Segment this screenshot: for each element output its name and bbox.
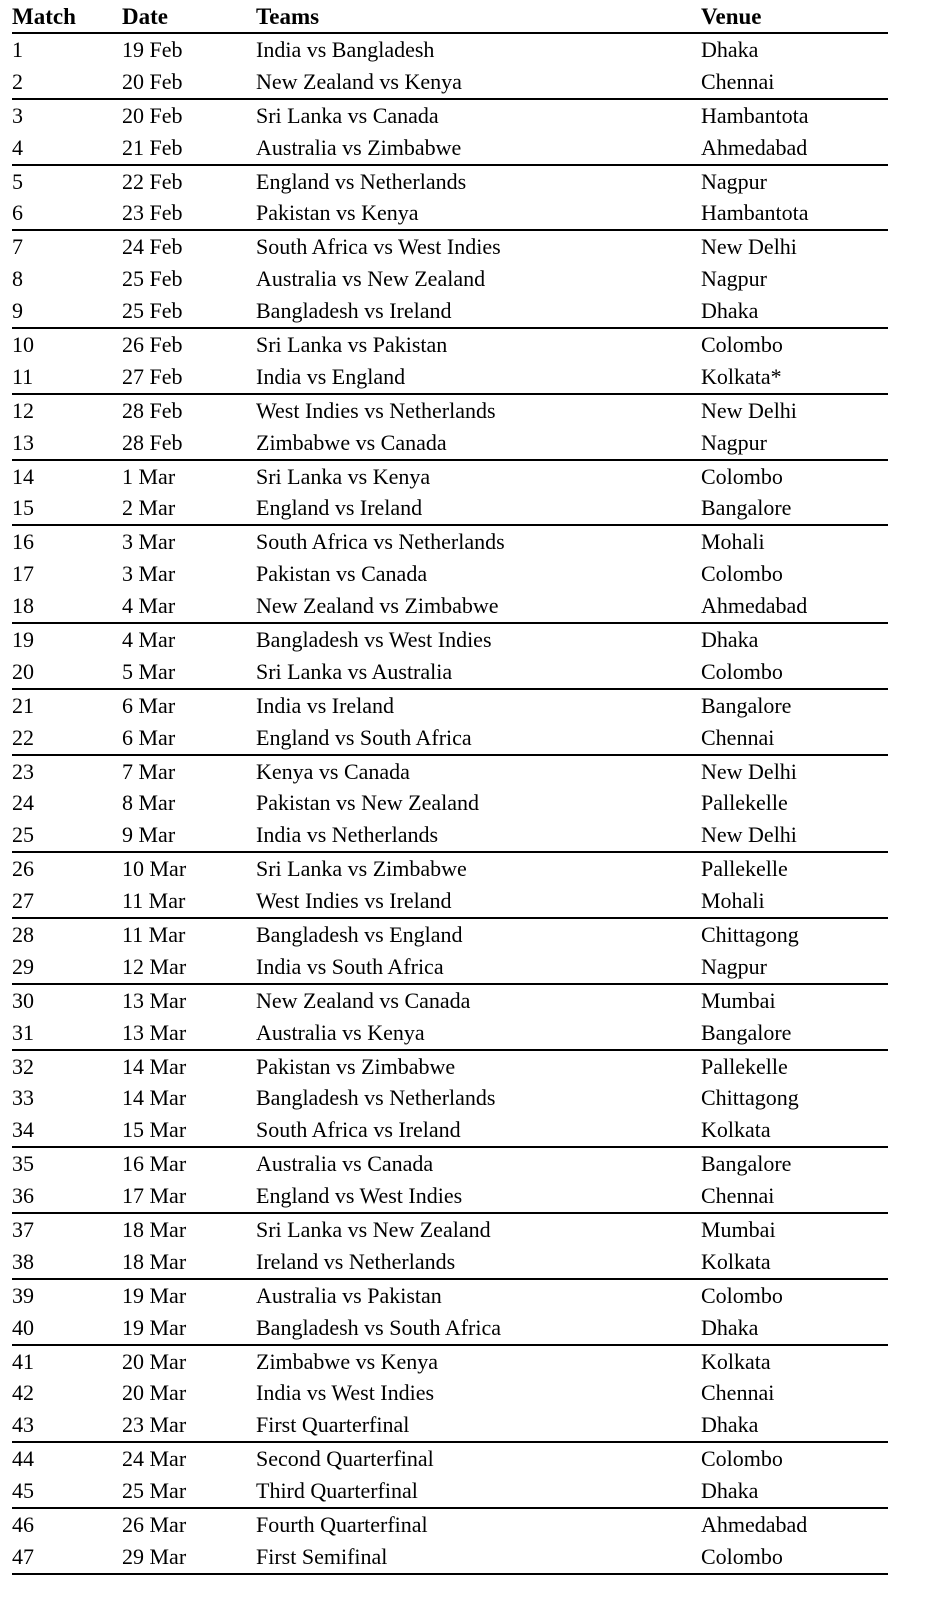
header-row: [12, 2, 888, 33]
table-row: [12, 263, 888, 295]
cell-match: 20: [12, 656, 122, 689]
cell-venue: Hambantota: [701, 197, 888, 230]
cell-teams: Ireland vs Netherlands: [256, 1246, 701, 1279]
cell-date: 17 Mar: [122, 1180, 256, 1213]
cell-date: 7 Mar: [122, 758, 176, 784]
table-header: [12, 2, 888, 33]
cell-match: 11: [12, 361, 122, 394]
cell-match: 40: [12, 1312, 122, 1345]
cell-teams: Bangladesh vs England: [256, 921, 463, 947]
table-row: [12, 590, 888, 623]
cell-date: 23 Mar: [122, 1409, 256, 1442]
cell-match: 46: [12, 1512, 34, 1538]
cell-teams: Sri Lanka vs Canada: [256, 102, 439, 128]
cell-match: 39: [12, 1282, 34, 1308]
cell-teams: Australia vs New Zealand: [256, 266, 486, 292]
cell-teams: India vs South Africa: [256, 951, 701, 984]
cell-date: 24 Feb: [122, 234, 183, 260]
cell-venue: Pallekelle: [701, 1053, 788, 1079]
table-row: [12, 1083, 888, 1115]
cell-match: 12: [12, 397, 34, 423]
cell-date: 16 Mar: [122, 1151, 187, 1177]
cell-date: 29 Mar: [122, 1541, 256, 1574]
cell-match: 32: [12, 1053, 34, 1079]
table-row: [12, 295, 888, 328]
cell-venue: Dhaka: [701, 1409, 888, 1442]
cell-venue: Dhaka: [701, 1475, 888, 1508]
cell-teams: Australia vs Pakistan: [256, 1282, 442, 1308]
table-row: [12, 33, 888, 66]
cell-match: 27: [12, 885, 122, 918]
cell-match: 24: [12, 790, 34, 816]
cell-date: 1 Mar: [122, 463, 176, 489]
cell-date: 3 Mar: [122, 529, 176, 555]
cell-date: 28 Feb: [122, 397, 183, 423]
column-header-teams: Teams: [256, 2, 701, 33]
cell-venue: Mumbai: [701, 987, 776, 1013]
cell-match: 42: [12, 1380, 34, 1406]
cell-venue: Chittagong: [701, 921, 799, 947]
table-row: [12, 1345, 888, 1378]
table-row: [12, 656, 888, 689]
cell-date: 21 Feb: [122, 132, 256, 165]
cell-date: 25 Mar: [122, 1475, 256, 1508]
cell-venue: Kolkata: [701, 1246, 888, 1279]
cell-venue: Dhaka: [701, 626, 759, 652]
cell-match: 18: [12, 590, 122, 623]
table-row: [12, 132, 888, 165]
cell-teams: India vs Ireland: [256, 692, 395, 718]
cell-teams: Pakistan vs New Zealand: [256, 790, 479, 816]
table-row: [12, 492, 888, 525]
cell-date: 12 Mar: [122, 951, 256, 984]
cell-match: 31: [12, 1017, 122, 1050]
cell-match: 23: [12, 758, 34, 784]
cell-venue: Kolkata*: [701, 361, 888, 394]
table-row: [12, 1541, 888, 1574]
cell-venue: Pallekelle: [701, 856, 788, 882]
cell-date: 19 Mar: [122, 1312, 256, 1345]
cell-date: 23 Feb: [122, 197, 256, 230]
cell-match: 30: [12, 987, 34, 1013]
cell-date: 25 Feb: [122, 266, 183, 292]
cell-teams: Sri Lanka vs Pakistan: [256, 331, 448, 357]
cell-venue: Nagpur: [701, 266, 767, 292]
cell-teams: Kenya vs Canada: [256, 758, 410, 784]
cell-match: 1: [12, 36, 23, 62]
cell-venue: Hambantota: [701, 102, 809, 128]
cell-teams: England vs Netherlands: [256, 168, 467, 194]
cell-match: 3: [12, 102, 23, 128]
cell-match: 21: [12, 692, 34, 718]
cell-match: 47: [12, 1541, 122, 1574]
cell-match: 36: [12, 1180, 122, 1213]
cell-teams: Sri Lanka vs New Zealand: [256, 1217, 491, 1242]
cell-match: 17: [12, 561, 34, 587]
cell-date: 24 Mar: [122, 1446, 187, 1472]
cell-date: 19 Feb: [122, 36, 183, 62]
cell-teams: India vs Netherlands: [256, 819, 701, 852]
table-row: [12, 689, 888, 722]
cell-match: 2: [12, 66, 122, 99]
cell-venue: Nagpur: [701, 427, 888, 460]
cell-teams: South Africa vs Ireland: [256, 1114, 701, 1147]
cell-teams: Australia vs Zimbabwe: [256, 132, 701, 165]
cell-teams: First Semifinal: [256, 1541, 701, 1574]
cell-teams: England vs West Indies: [256, 1180, 701, 1213]
cell-teams: West Indies vs Ireland: [256, 885, 701, 918]
cell-venue: Kolkata: [701, 1114, 888, 1147]
table-row: [12, 230, 888, 263]
cell-teams: Fourth Quarterfinal: [256, 1512, 428, 1538]
cell-venue: Bangalore: [701, 1151, 792, 1177]
cell-date: 26 Feb: [122, 331, 183, 357]
table-row: [12, 558, 888, 590]
cell-match: 16: [12, 529, 34, 555]
cell-venue: Colombo: [701, 463, 783, 489]
cell-match: 19: [12, 626, 34, 652]
cell-venue: Chennai: [701, 1180, 888, 1213]
table-row: [12, 197, 888, 230]
cell-teams: West Indies vs Netherlands: [256, 397, 496, 423]
cell-match: 34: [12, 1114, 122, 1147]
cell-match: 26: [12, 856, 34, 882]
table-row: [12, 394, 888, 427]
cell-teams: India vs West Indies: [256, 1380, 435, 1406]
table-row: [12, 1114, 888, 1147]
cell-venue: Chennai: [701, 66, 888, 99]
cell-date: 20 Mar: [122, 1348, 187, 1374]
cell-teams: Bangladesh vs West Indies: [256, 626, 492, 652]
cell-venue: Ahmedabad: [701, 132, 888, 165]
table-body: [12, 33, 888, 1574]
cell-date: 11 Mar: [122, 885, 256, 918]
table-row: [12, 1050, 888, 1083]
table-row: [12, 787, 888, 819]
cell-teams: India vs England: [256, 361, 701, 394]
cell-match: 8: [12, 266, 23, 292]
cell-date: 4 Mar: [122, 626, 176, 652]
cell-match: 35: [12, 1151, 34, 1177]
cell-venue: New Delhi: [701, 397, 797, 423]
column-header-venue: Venue: [701, 2, 888, 33]
cell-teams: Australia vs Kenya: [256, 1017, 701, 1050]
table-row: [12, 525, 888, 558]
table-row: [12, 819, 888, 852]
cell-match: 15: [12, 492, 122, 525]
cell-venue: Colombo: [701, 561, 783, 587]
cell-date: 8 Mar: [122, 790, 176, 816]
cell-venue: Bangalore: [701, 492, 888, 525]
cell-date: 5 Mar: [122, 656, 256, 689]
cell-match: 41: [12, 1348, 34, 1374]
cell-date: 13 Mar: [122, 987, 187, 1013]
table-row: [12, 1246, 888, 1279]
cell-match: 33: [12, 1085, 34, 1111]
cell-venue: Ahmedabad: [701, 590, 888, 623]
cell-teams: New Zealand vs Kenya: [256, 66, 701, 99]
cell-venue: Dhaka: [701, 295, 888, 328]
cell-venue: Dhaka: [701, 36, 759, 62]
cell-match: 14: [12, 463, 34, 489]
cell-venue: Colombo: [701, 331, 783, 357]
cell-date: 14 Mar: [122, 1053, 187, 1079]
cell-teams: Pakistan vs Canada: [256, 561, 428, 587]
table-row: [12, 1279, 888, 1312]
table-row: [12, 460, 888, 493]
cell-venue: New Delhi: [701, 819, 888, 852]
cell-match: 4: [12, 132, 122, 165]
cell-match: 10: [12, 331, 34, 357]
cell-date: 9 Mar: [122, 819, 256, 852]
table-row: [12, 1508, 888, 1541]
cell-date: 20 Feb: [122, 102, 183, 128]
cell-date: 26 Mar: [122, 1512, 187, 1538]
cell-match: 37: [12, 1217, 34, 1242]
cell-date: 10 Mar: [122, 856, 187, 882]
cell-teams: Third Quarterfinal: [256, 1475, 701, 1508]
column-header-match: Match: [12, 2, 122, 33]
cell-teams: Sri Lanka vs Zimbabwe: [256, 856, 467, 882]
cell-venue: Colombo: [701, 1446, 783, 1472]
cell-match: 22: [12, 722, 122, 755]
cell-venue: Colombo: [701, 1541, 888, 1574]
cell-teams: England vs South Africa: [256, 722, 701, 755]
table-row: [12, 1180, 888, 1213]
table-row: [12, 623, 888, 656]
cell-date: 22 Feb: [122, 168, 183, 194]
cell-match: 28: [12, 921, 34, 947]
cell-venue: Kolkata: [701, 1348, 771, 1374]
cell-teams: Zimbabwe vs Kenya: [256, 1348, 439, 1374]
cell-teams: Bangladesh vs South Africa: [256, 1312, 701, 1345]
table-row: [12, 1213, 888, 1246]
cell-date: 3 Mar: [122, 561, 176, 587]
table-row: [12, 1409, 888, 1442]
table-row: [12, 1017, 888, 1050]
cell-date: 27 Feb: [122, 361, 256, 394]
match-schedule-table: [12, 2, 888, 1575]
cell-venue: Mohali: [701, 885, 888, 918]
cell-match: 38: [12, 1246, 122, 1279]
cell-venue: Nagpur: [701, 951, 888, 984]
table-row: [12, 755, 888, 788]
cell-date: 4 Mar: [122, 590, 256, 623]
cell-teams: Second Quarterfinal: [256, 1446, 434, 1472]
cell-venue: Bangalore: [701, 1017, 888, 1050]
cell-venue: Mumbai: [701, 1217, 776, 1242]
cell-match: 9: [12, 295, 122, 328]
cell-teams: Pakistan vs Kenya: [256, 197, 701, 230]
cell-venue: Colombo: [701, 1282, 783, 1308]
cell-venue: Ahmedabad: [701, 1512, 808, 1538]
cell-date: 11 Mar: [122, 921, 186, 947]
cell-match: 45: [12, 1475, 122, 1508]
cell-venue: Chennai: [701, 722, 888, 755]
cell-date: 2 Mar: [122, 492, 256, 525]
table-row: [12, 165, 888, 198]
column-header-date: Date: [122, 2, 256, 33]
cell-match: 43: [12, 1409, 122, 1442]
cell-teams: Bangladesh vs Ireland: [256, 295, 701, 328]
table-row: [12, 1378, 888, 1410]
cell-teams: New Zealand vs Canada: [256, 987, 471, 1013]
cell-match: 13: [12, 427, 122, 460]
table-row: [12, 984, 888, 1017]
cell-date: 18 Mar: [122, 1246, 256, 1279]
cell-match: 7: [12, 234, 23, 260]
cell-teams: First Quarterfinal: [256, 1409, 701, 1442]
cell-date: 25 Feb: [122, 295, 256, 328]
cell-teams: Zimbabwe vs Canada: [256, 427, 701, 460]
cell-match: 29: [12, 951, 122, 984]
cell-teams: Sri Lanka vs Australia: [256, 656, 701, 689]
table-row: [12, 427, 888, 460]
table-row: [12, 918, 888, 951]
cell-venue: New Delhi: [701, 234, 797, 260]
table-row: [12, 722, 888, 755]
cell-match: 44: [12, 1446, 34, 1472]
cell-teams: South Africa vs Netherlands: [256, 529, 505, 555]
cell-venue: Colombo: [701, 656, 888, 689]
cell-date: 6 Mar: [122, 722, 256, 755]
table-row: [12, 951, 888, 984]
table-row: [12, 1442, 888, 1475]
cell-teams: Australia vs Canada: [256, 1151, 434, 1177]
cell-match: 6: [12, 197, 122, 230]
cell-teams: New Zealand vs Zimbabwe: [256, 590, 701, 623]
cell-venue: Chittagong: [701, 1085, 799, 1111]
cell-date: 18 Mar: [122, 1217, 187, 1242]
cell-date: 6 Mar: [122, 692, 176, 718]
cell-venue: New Delhi: [701, 758, 797, 784]
cell-date: 28 Feb: [122, 427, 256, 460]
cell-venue: Dhaka: [701, 1312, 888, 1345]
cell-match: 25: [12, 819, 122, 852]
table-row: [12, 1312, 888, 1345]
cell-venue: Pallekelle: [701, 790, 788, 816]
cell-match: 5: [12, 168, 23, 194]
cell-date: 13 Mar: [122, 1017, 256, 1050]
table-row: [12, 1475, 888, 1508]
table-row: [12, 328, 888, 361]
cell-date: 14 Mar: [122, 1085, 187, 1111]
cell-venue: Nagpur: [701, 168, 767, 194]
cell-venue: Mohali: [701, 529, 765, 555]
cell-venue: Bangalore: [701, 692, 792, 718]
cell-teams: Pakistan vs Zimbabwe: [256, 1053, 456, 1079]
cell-teams: Bangladesh vs Netherlands: [256, 1085, 496, 1111]
cell-teams: Sri Lanka vs Kenya: [256, 463, 431, 489]
cell-teams: South Africa vs West Indies: [256, 234, 501, 260]
cell-date: 20 Mar: [122, 1380, 187, 1406]
cell-teams: India vs Bangladesh: [256, 36, 435, 62]
table-row: [12, 66, 888, 99]
table-row: [12, 852, 888, 885]
table-row: [12, 99, 888, 132]
cell-date: 20 Feb: [122, 66, 256, 99]
cell-date: 15 Mar: [122, 1114, 256, 1147]
table-row: [12, 361, 888, 394]
table-row: [12, 885, 888, 918]
cell-date: 19 Mar: [122, 1282, 187, 1308]
cell-venue: Chennai: [701, 1380, 775, 1406]
cell-teams: England vs Ireland: [256, 492, 701, 525]
table-row: [12, 1147, 888, 1180]
